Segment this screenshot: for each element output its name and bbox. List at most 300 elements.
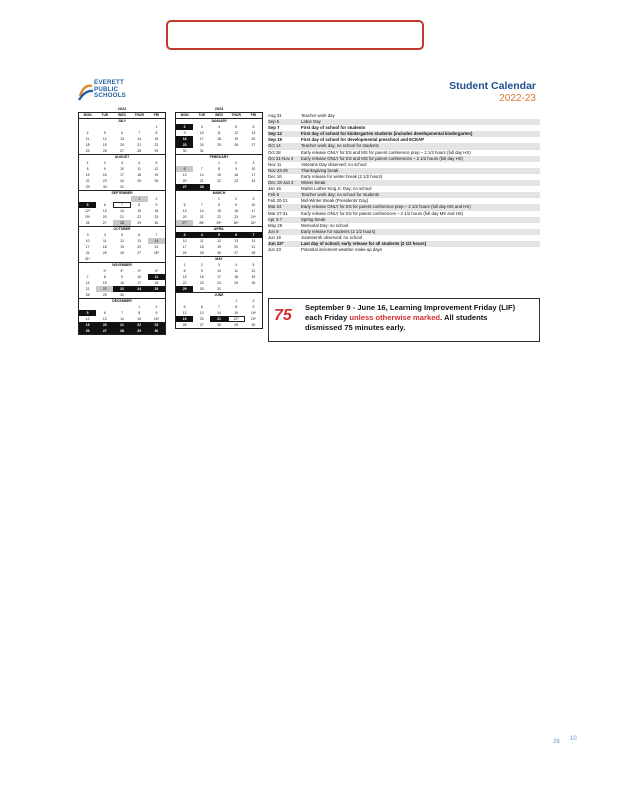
calendar-day: 2: [200, 263, 203, 267]
event-description: First day of school for developmental preschool and ECEAP: [301, 137, 424, 143]
calendar-day: 19*: [85, 215, 91, 219]
calendar-day: 27: [199, 323, 204, 327]
calendar-day: 23: [148, 322, 165, 328]
calendar-day: 26: [85, 221, 90, 225]
calendar-day: 17: [137, 281, 142, 285]
month-block: [175, 191, 263, 227]
calendar-day: 2: [155, 197, 158, 201]
calendar-day: 13: [102, 317, 107, 321]
event-date: Sep 5: [268, 119, 280, 125]
calendar-day: 27: [102, 221, 107, 225]
calendar-day: 16*: [250, 311, 256, 315]
calendar-day: 17: [217, 275, 221, 279]
calendar-day: 12: [217, 239, 221, 243]
calendar-day: 29: [131, 328, 148, 334]
calendar-day: 8: [218, 167, 220, 171]
event-description: First day of school for students: [301, 125, 366, 131]
month-name: JANUARY: [175, 119, 263, 124]
calendar-day: 19: [217, 245, 221, 249]
calendar-day: 30: [120, 293, 124, 297]
calendar-day: 5: [103, 131, 106, 135]
month-block: [78, 191, 166, 227]
month-block: [175, 155, 263, 191]
calendar-day: 19: [154, 173, 159, 177]
month-block: [78, 155, 166, 191]
calendar-day: 7: [200, 203, 203, 207]
calendar-day: 30: [199, 287, 204, 291]
calendar-day: 5: [210, 232, 227, 238]
calendar-day: 22: [217, 215, 221, 219]
calendar-day: 26: [182, 323, 187, 327]
calendar-day: 10: [137, 275, 142, 279]
calendar-day: 12: [120, 239, 124, 243]
calendar-day: 10: [199, 131, 204, 135]
calendar-day: 15: [102, 281, 107, 285]
calendar-day: 6: [138, 233, 141, 237]
event-description: Teacher work day, no school for students: [301, 143, 379, 149]
event-date: Feb 6: [268, 192, 279, 198]
calendar-day: 2: [176, 124, 193, 130]
calendar-day: 11: [200, 239, 204, 243]
calendar-day: 19: [251, 275, 256, 279]
calendar-day: 28: [217, 323, 221, 327]
calendar-day: 2: [235, 197, 238, 201]
event-description: Winter break: [301, 180, 326, 186]
calendar-day: 8: [155, 131, 158, 135]
event-date: Sep 12: [268, 131, 282, 137]
calendar-day: 16: [176, 136, 193, 142]
lif-highlight: unless otherwise marked: [349, 313, 441, 322]
calendar-day: 12: [154, 167, 159, 171]
calendar-day: 7: [121, 311, 123, 315]
calendar-day: 16: [154, 209, 159, 213]
calendar-day: [228, 184, 245, 190]
calendar-day: 29: [234, 323, 239, 327]
calendar-day: 1: [131, 196, 148, 202]
calendar-day: 10: [120, 167, 124, 171]
calendar-day: 4: [86, 131, 89, 135]
calendar-day: 15: [137, 209, 142, 213]
month-name: DECEMBER: [78, 299, 166, 304]
event-description: Veterans Day observed; no school: [301, 161, 367, 167]
calendar-day: 22: [96, 286, 113, 292]
calendar-day: 20: [234, 245, 239, 249]
calendar-day: 23: [199, 281, 204, 285]
calendar-day: 23: [234, 179, 239, 183]
calendar-day: 8: [86, 167, 89, 171]
event-description: First day of school for kindergarten students (includes developmental kindergarten): [301, 131, 473, 137]
calendar-day: 21: [210, 316, 227, 322]
week-row: [78, 256, 166, 263]
calendar-day: 23: [176, 142, 193, 148]
calendar-day: 9: [121, 275, 123, 279]
calendar-day: [245, 148, 262, 154]
calendar-day: 3: [121, 161, 123, 165]
calendar-day: 31: [120, 185, 124, 189]
calendar-day: 18: [85, 143, 90, 147]
calendar-day: 1: [235, 299, 238, 303]
lif-text-part: each Friday: [305, 313, 350, 322]
calendar-day: 14: [199, 173, 204, 177]
event-description: Memorial Day; no school: [301, 222, 349, 228]
event-description: Early release ONLY for ES for parent conference prep – 2 1/2 hours (full day MS and HS): [301, 204, 471, 210]
weekday-label: FRI: [153, 113, 160, 117]
calendar-day: 20: [137, 245, 142, 249]
week-row: [78, 148, 166, 155]
calendar-day: 22: [85, 179, 90, 183]
calendar-day: 14: [120, 317, 124, 321]
calendar-day: [131, 184, 148, 190]
calendar-day: 30: [182, 149, 187, 153]
event-date: Jun 9: [268, 228, 279, 234]
calendar-day: 21: [154, 245, 159, 249]
calendar-day: [210, 184, 227, 190]
week-row: [78, 220, 166, 227]
weekday-label: WED: [118, 113, 126, 117]
calendar-day: 3: [252, 197, 255, 201]
event-date: Aug 31: [268, 113, 282, 118]
swoosh-icon: [78, 82, 94, 102]
event-description: Early release ONLY for ES and MS for parent conference prep – 2 1/2 hours (full day HS): [301, 149, 471, 155]
calendar-day: 11: [137, 167, 141, 171]
calendar-day: 13: [234, 239, 239, 243]
event-date: Dec 19-Jan 2: [268, 180, 294, 186]
calendar-day: 15: [217, 173, 221, 177]
event-description: Early release for students (2 1/2 hours): [301, 228, 376, 234]
calendar-day: 17: [199, 137, 204, 141]
calendar-day: 9: [155, 203, 158, 207]
week-row: [78, 328, 166, 335]
calendar-day: 29: [85, 185, 90, 189]
calendar-day: [148, 256, 165, 262]
calendar-day: 4: [235, 263, 238, 267]
calendar-day: 30: [251, 323, 256, 327]
event-date: Oct 28: [268, 149, 281, 155]
calendar-day: 19: [79, 322, 96, 328]
calendar-day: 18: [137, 173, 142, 177]
calendar-day: 16: [234, 209, 239, 213]
calendar-day: 4: [103, 233, 106, 237]
calendar-day: 4: [218, 125, 220, 129]
event-date: Jan 16: [268, 186, 281, 192]
calendar-day: 4: [138, 161, 141, 165]
event-date: Oct 14: [268, 143, 281, 149]
search-input[interactable]: [166, 20, 424, 50]
calendar-day: 11: [148, 274, 165, 280]
calendar-day: 4*: [154, 269, 158, 273]
calendar-day: 20: [251, 137, 256, 141]
calendar-day: 15: [217, 209, 221, 213]
calendar-day: 27: [251, 143, 256, 147]
event-description: Early release ONLY for ES and MS for parent conferences – 2 1/2 hours (full day HS): [301, 155, 464, 161]
month-name: JUNE: [175, 293, 263, 298]
month-name: OCTOBER: [78, 227, 166, 232]
calendar-day: 20: [102, 215, 107, 219]
month-block: [175, 107, 263, 155]
calendar-day: 7: [200, 167, 203, 171]
calendar-day: 29: [176, 286, 193, 292]
calendar-day: 6: [252, 125, 255, 129]
calendar-day: [131, 292, 148, 298]
calendar-day: 27: [234, 251, 239, 255]
event-date: Mar 24: [268, 204, 282, 210]
calendar-day: [245, 286, 262, 292]
event-description: Potential inclement weather make-up days: [301, 247, 382, 253]
calendar-day: 27: [137, 251, 142, 255]
calendar-day: 10: [251, 167, 256, 171]
event-description: Martin Luther King Jr. Day; no school: [301, 186, 372, 192]
calendar-day: [228, 286, 245, 292]
lif-75-logo: 75: [274, 307, 292, 324]
calendar-day: 15: [234, 311, 239, 315]
event-date: Sep 19: [268, 137, 282, 143]
event-description: Thanksgiving break: [301, 167, 339, 173]
calendar-day: [131, 256, 148, 262]
calendar-day: 14: [217, 311, 221, 315]
month-name: JULY: [78, 119, 166, 124]
calendar-day: 21: [120, 215, 124, 219]
calendar-day: [245, 184, 262, 190]
calendar-day: 18: [217, 137, 221, 141]
calendar-day: 12: [251, 269, 256, 273]
lif-line: [305, 313, 535, 323]
calendar-day: 24*: [250, 215, 256, 219]
calendar-day: 3: [252, 161, 255, 165]
calendar-day: 12: [234, 131, 239, 135]
week-row: [175, 250, 263, 257]
calendar-day: 28: [85, 293, 90, 297]
calendar-day: 14: [120, 209, 124, 213]
calendar-day: 2: [252, 299, 255, 303]
calendar-day: 24: [251, 179, 256, 183]
calendar-day: 9: [103, 167, 106, 171]
calendar-day: 7: [245, 232, 262, 238]
calendar-day: 29: [102, 293, 107, 297]
calendar-day: 20: [182, 179, 187, 183]
calendar-day: 26: [234, 143, 239, 147]
calendar-day: 13: [182, 173, 187, 177]
calendar-day: 15: [154, 137, 159, 141]
month-name: MARCH: [175, 191, 263, 196]
calendar-day: 16: [120, 281, 124, 285]
calendar-day: 16: [234, 173, 239, 177]
event-date: Apr 3-7: [268, 216, 283, 222]
weekday-label: TUE: [101, 113, 109, 117]
calendar-day: 8: [235, 305, 238, 309]
calendar-day: 7: [113, 202, 130, 208]
calendar-day: 24: [199, 143, 204, 147]
calendar-day: 9: [155, 311, 158, 315]
calendar-day: 9: [183, 131, 186, 135]
calendar-day: 8: [138, 311, 141, 315]
calendar-day: 24: [217, 281, 221, 285]
calendar-day: 1: [218, 161, 220, 165]
calendar-day: 27: [176, 184, 193, 190]
calendar-day: 28: [251, 251, 256, 255]
calendar-day: 1: [86, 161, 89, 165]
calendar-day: 2: [103, 161, 106, 165]
calendar-day: 3: [176, 232, 193, 238]
calendar-day: 5: [155, 161, 158, 165]
calendar-day: [148, 184, 165, 190]
weekday-header: [175, 112, 263, 119]
calendar-day: 2: [155, 305, 158, 309]
document-title: [449, 80, 536, 104]
week-row: [175, 184, 263, 191]
month-block: [78, 299, 166, 335]
calendar-day: 28: [113, 328, 130, 334]
calendar-day: 3: [86, 233, 89, 237]
week-row: [175, 286, 263, 293]
calendar-day: 5: [79, 202, 96, 208]
calendar-day: 15: [182, 275, 187, 279]
calendar-day: 5: [252, 263, 255, 267]
lif-text-part: . All students: [440, 313, 488, 322]
calendar-day: [228, 148, 245, 154]
calendar-day: 22: [217, 179, 221, 183]
calendar-day: 27: [120, 149, 124, 153]
calendar-day: 13: [251, 131, 256, 135]
calendar-day: 17: [85, 245, 90, 249]
calendar-day: 18: [234, 275, 239, 279]
calendar-day: 25: [148, 286, 165, 292]
event-date: Jun 22*: [268, 240, 284, 246]
calendar-day: 12: [182, 311, 187, 315]
calendar-day: 24: [182, 251, 187, 255]
calendar-day: 1: [218, 197, 220, 201]
calendar-day: 14: [251, 239, 256, 243]
week-row: [78, 184, 166, 191]
event-description: Juneteenth observed; no school: [301, 234, 362, 240]
month-block: [175, 227, 263, 257]
calendar-day: 17: [251, 209, 256, 213]
calendar-day: 13: [182, 209, 187, 213]
calendar-day: 5: [79, 310, 96, 316]
calendar-day: 1*: [103, 269, 107, 273]
month-block: [78, 107, 166, 155]
calendar-day: 19: [234, 137, 239, 141]
calendar-day: 22: [137, 215, 142, 219]
calendar-day: 1: [183, 263, 186, 267]
calendar-day: 11: [85, 137, 90, 141]
calendar-day: 2: [235, 161, 238, 165]
calendar-day: 25: [199, 251, 204, 255]
calendar-day: 28*: [153, 251, 159, 255]
event-date: Dec 16: [268, 173, 282, 179]
calendar-day: 30: [154, 221, 159, 225]
calendar-day: 26: [120, 251, 124, 255]
calendar-day: 17: [251, 173, 256, 177]
calendar-day: 3: [200, 125, 203, 129]
calendar-day: 14: [85, 281, 90, 285]
calendar-day: 21: [199, 179, 204, 183]
calendar-day: 11: [234, 269, 238, 273]
calendar-day: 25: [137, 179, 142, 183]
calendar-day: 10: [251, 203, 256, 207]
calendar-day: 3*: [137, 269, 141, 273]
lif-notice: [268, 298, 540, 342]
calendar-day: 17: [182, 245, 187, 249]
weekday-label: THUR: [231, 113, 241, 117]
calendar-day: 18: [199, 245, 204, 249]
calendar-day: 21: [251, 245, 256, 249]
calendar-day: 8: [183, 269, 186, 273]
month-block: [78, 263, 166, 299]
calendar-day: 31: [217, 287, 221, 291]
calendar-day: 23*: [250, 317, 256, 321]
calendar-day: 28: [113, 220, 130, 226]
event-description: Early release for winter break (2 1/2 hours): [301, 173, 383, 179]
event-description: Labor Day: [301, 119, 321, 125]
calendar-day: 22: [182, 281, 187, 285]
calendar-day: 14: [199, 209, 204, 213]
calendar-day: 13: [120, 137, 124, 141]
calendar-day: [210, 148, 227, 154]
calendar-day: 25: [102, 251, 107, 255]
school-year: 2022-23: [499, 93, 536, 104]
calendar-day: 11: [103, 239, 107, 243]
event-description: Spring break: [301, 216, 326, 222]
month-name: FEBRUARY: [175, 155, 263, 160]
calendar-day: 20: [199, 317, 204, 321]
calendar-day: 2*: [120, 269, 124, 273]
calendar-day: 3: [218, 263, 220, 267]
calendar-day: 5: [235, 125, 238, 129]
calendar-day: 6: [103, 203, 106, 207]
calendar-year: 2023: [214, 107, 224, 111]
calendar-day: 16*: [153, 317, 159, 321]
week-row: [175, 322, 263, 329]
event-date: Sep 7: [268, 125, 280, 131]
calendar-day: 21: [113, 322, 130, 328]
calendar-day: 11: [217, 131, 221, 135]
calendar-day: 9: [235, 167, 238, 171]
calendar-day: 22: [131, 322, 148, 328]
calendar-day: 23: [102, 179, 107, 183]
weekday-label: WED: [215, 113, 223, 117]
calendar-day: 25: [217, 143, 221, 147]
weekday-label: FRI: [250, 113, 257, 117]
calendar-day: 7: [138, 131, 141, 135]
calendar-day: [113, 256, 130, 262]
calendar-day: 30: [102, 185, 107, 189]
calendar-day: 12: [102, 137, 107, 141]
calendar-day: 21: [199, 215, 204, 219]
calendar-day: 6: [176, 166, 193, 172]
calendar-day: 17: [120, 173, 124, 177]
calendar-day: 26: [102, 149, 107, 153]
calendar-day: 24: [85, 251, 90, 255]
calendar-day: 5: [183, 305, 186, 309]
logo-line: SCHOOLS: [94, 92, 126, 100]
calendar-day: 27*: [176, 220, 193, 226]
lif-text: [305, 303, 535, 333]
logo-text: [94, 80, 126, 100]
calendar-day: [148, 292, 165, 298]
calendar-day: 29: [137, 221, 142, 225]
calendar-day: 16: [102, 173, 107, 177]
calendar-day: 26: [251, 281, 256, 285]
calendar-day: 31*: [85, 257, 91, 261]
calendar-day: 15: [137, 317, 142, 321]
district-logo: [78, 80, 148, 108]
calendar-day: 20: [96, 322, 113, 328]
weekday-label: MON: [83, 113, 92, 117]
weekday-label: MON: [180, 113, 189, 117]
event-date: Oct 31-Nov 4: [268, 155, 294, 161]
calendar-day: 15: [85, 173, 90, 177]
calendar-day: 27: [96, 328, 113, 334]
